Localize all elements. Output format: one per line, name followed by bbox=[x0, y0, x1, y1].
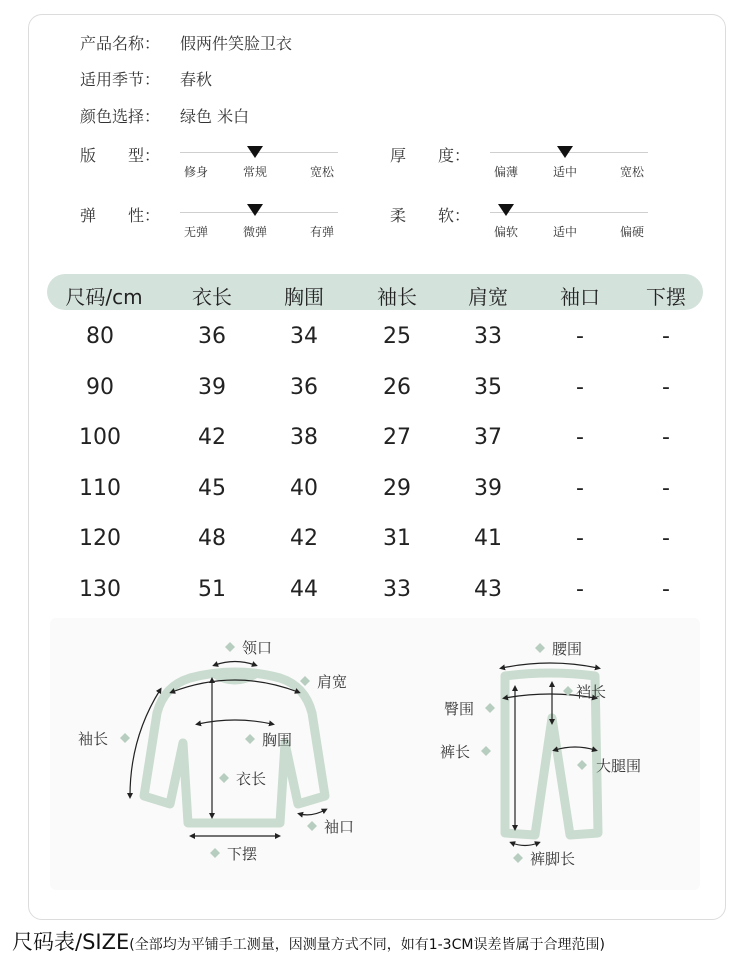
scale-label-elasticity: 弹 性： bbox=[80, 206, 161, 225]
measure-cell: 25 bbox=[383, 324, 411, 349]
column-header: 尺码/cm bbox=[65, 285, 143, 309]
measure-cell: - bbox=[662, 526, 670, 552]
label-collar: 领口 bbox=[242, 639, 273, 657]
measure-cell: 42 bbox=[290, 526, 318, 552]
label-cuff: 袖口 bbox=[324, 818, 355, 836]
label-waist: 腰围 bbox=[552, 640, 583, 658]
size-cell: 110 bbox=[79, 475, 121, 501]
scale-option: 宽松 bbox=[309, 165, 334, 179]
size-cell: 90 bbox=[86, 374, 114, 400]
label-pants-length: 裤长 bbox=[440, 743, 471, 761]
measure-cell: - bbox=[662, 577, 670, 602]
label-shoulder: 肩宽 bbox=[317, 673, 348, 691]
size-table-header bbox=[47, 274, 703, 310]
scale-option: 适中 bbox=[552, 225, 577, 239]
measure-cell: 38 bbox=[290, 425, 318, 451]
measure-cell: - bbox=[576, 526, 584, 552]
measure-cell: 35 bbox=[474, 374, 502, 400]
column-header: 衣长 bbox=[192, 285, 232, 309]
measure-cell: 29 bbox=[383, 475, 411, 501]
info-row-color bbox=[80, 104, 249, 127]
footer-caption bbox=[12, 926, 605, 956]
measure-cell: 40 bbox=[290, 475, 318, 501]
measure-cell: 33 bbox=[474, 324, 502, 349]
label-chest: 胸围 bbox=[262, 731, 293, 749]
measure-cell: - bbox=[576, 475, 584, 501]
measure-cell: 31 bbox=[383, 526, 411, 552]
scale-option: 常规 bbox=[242, 165, 267, 179]
scale-option: 无弹 bbox=[183, 225, 208, 239]
label-rise: 裆长 bbox=[576, 683, 607, 701]
size-cell: 80 bbox=[86, 324, 114, 349]
column-header: 袖长 bbox=[377, 285, 417, 309]
info-label: 适用季节： bbox=[80, 70, 161, 89]
measure-cell: - bbox=[576, 425, 584, 451]
measure-cell: 42 bbox=[198, 425, 226, 451]
scale-option: 偏硬 bbox=[619, 225, 644, 239]
scale-option: 宽松 bbox=[619, 165, 644, 179]
scale-label-fit: 版 型： bbox=[80, 146, 161, 165]
measure-cell: 26 bbox=[383, 374, 411, 400]
footer-note: (全部均为平铺手工测量，因测量方式不同，如有1-3CM误差皆属于合理范围) bbox=[129, 937, 605, 953]
scale-option: 适中 bbox=[552, 165, 577, 179]
label-thigh: 大腿围 bbox=[596, 757, 642, 775]
size-cell: 130 bbox=[79, 577, 121, 602]
size-cell: 100 bbox=[79, 425, 121, 451]
measure-cell: - bbox=[576, 577, 584, 602]
scale-marker-triangle-icon bbox=[557, 146, 573, 158]
measure-cell: 33 bbox=[383, 577, 411, 602]
scale-option: 修身 bbox=[183, 165, 208, 179]
measure-cell: - bbox=[662, 374, 670, 400]
label-sleeve: 袖长 bbox=[78, 730, 109, 748]
measure-cell: 36 bbox=[290, 374, 318, 400]
info-row-product-name bbox=[80, 31, 292, 54]
measure-cell: - bbox=[662, 324, 670, 349]
measure-cell: 51 bbox=[198, 577, 226, 602]
info-value: 假两件笑脸卫衣 bbox=[180, 34, 293, 53]
scale-marker-triangle-icon bbox=[247, 146, 263, 158]
measure-cell: 44 bbox=[290, 577, 318, 602]
measure-cell: - bbox=[662, 475, 670, 501]
measure-cell: 39 bbox=[474, 475, 502, 501]
label-hem: 下摆 bbox=[227, 845, 258, 863]
scale-option: 偏软 bbox=[493, 225, 518, 239]
measure-cell: - bbox=[576, 374, 584, 400]
info-value: 春秋 bbox=[180, 70, 213, 89]
info-label: 产品名称： bbox=[80, 34, 161, 53]
top-garment-icon bbox=[144, 672, 325, 823]
label-hip: 臀围 bbox=[444, 700, 475, 718]
column-header: 袖口 bbox=[560, 285, 600, 309]
measure-cell: 43 bbox=[474, 577, 502, 602]
measure-cell: 36 bbox=[198, 324, 226, 349]
scale-marker-triangle-icon bbox=[498, 204, 514, 216]
measure-cell: - bbox=[576, 324, 584, 349]
scale-option: 微弹 bbox=[242, 225, 267, 239]
scale-option: 有弹 bbox=[309, 225, 334, 239]
measure-cell: 39 bbox=[198, 374, 226, 400]
measure-cell: - bbox=[662, 425, 670, 451]
size-cell: 120 bbox=[79, 526, 121, 552]
footer-title: 尺码表/SIZE bbox=[12, 930, 130, 954]
measure-cell: 45 bbox=[198, 475, 226, 501]
scale-label-thickness: 厚 度： bbox=[390, 146, 471, 165]
info-row-season bbox=[80, 67, 212, 90]
measurement-diagram-svg bbox=[50, 618, 700, 890]
label-length: 衣长 bbox=[236, 770, 267, 788]
measure-cell: 27 bbox=[383, 425, 411, 451]
label-leg-opening: 裤脚长 bbox=[530, 850, 576, 868]
column-header: 肩宽 bbox=[468, 285, 508, 309]
column-header: 胸围 bbox=[284, 285, 324, 309]
measure-cell: 41 bbox=[474, 526, 502, 552]
measure-cell: 34 bbox=[290, 324, 318, 349]
info-label: 颜色选择： bbox=[80, 107, 161, 126]
scale-marker-triangle-icon bbox=[247, 204, 263, 216]
scale-option: 偏薄 bbox=[493, 165, 518, 179]
measurement-diagram bbox=[50, 618, 700, 890]
scale-label-softness: 柔 软： bbox=[390, 206, 471, 225]
measure-cell: 48 bbox=[198, 526, 226, 552]
info-value: 绿色 米白 bbox=[180, 107, 250, 126]
measure-cell: 37 bbox=[474, 425, 502, 451]
column-header: 下摆 bbox=[646, 285, 686, 309]
